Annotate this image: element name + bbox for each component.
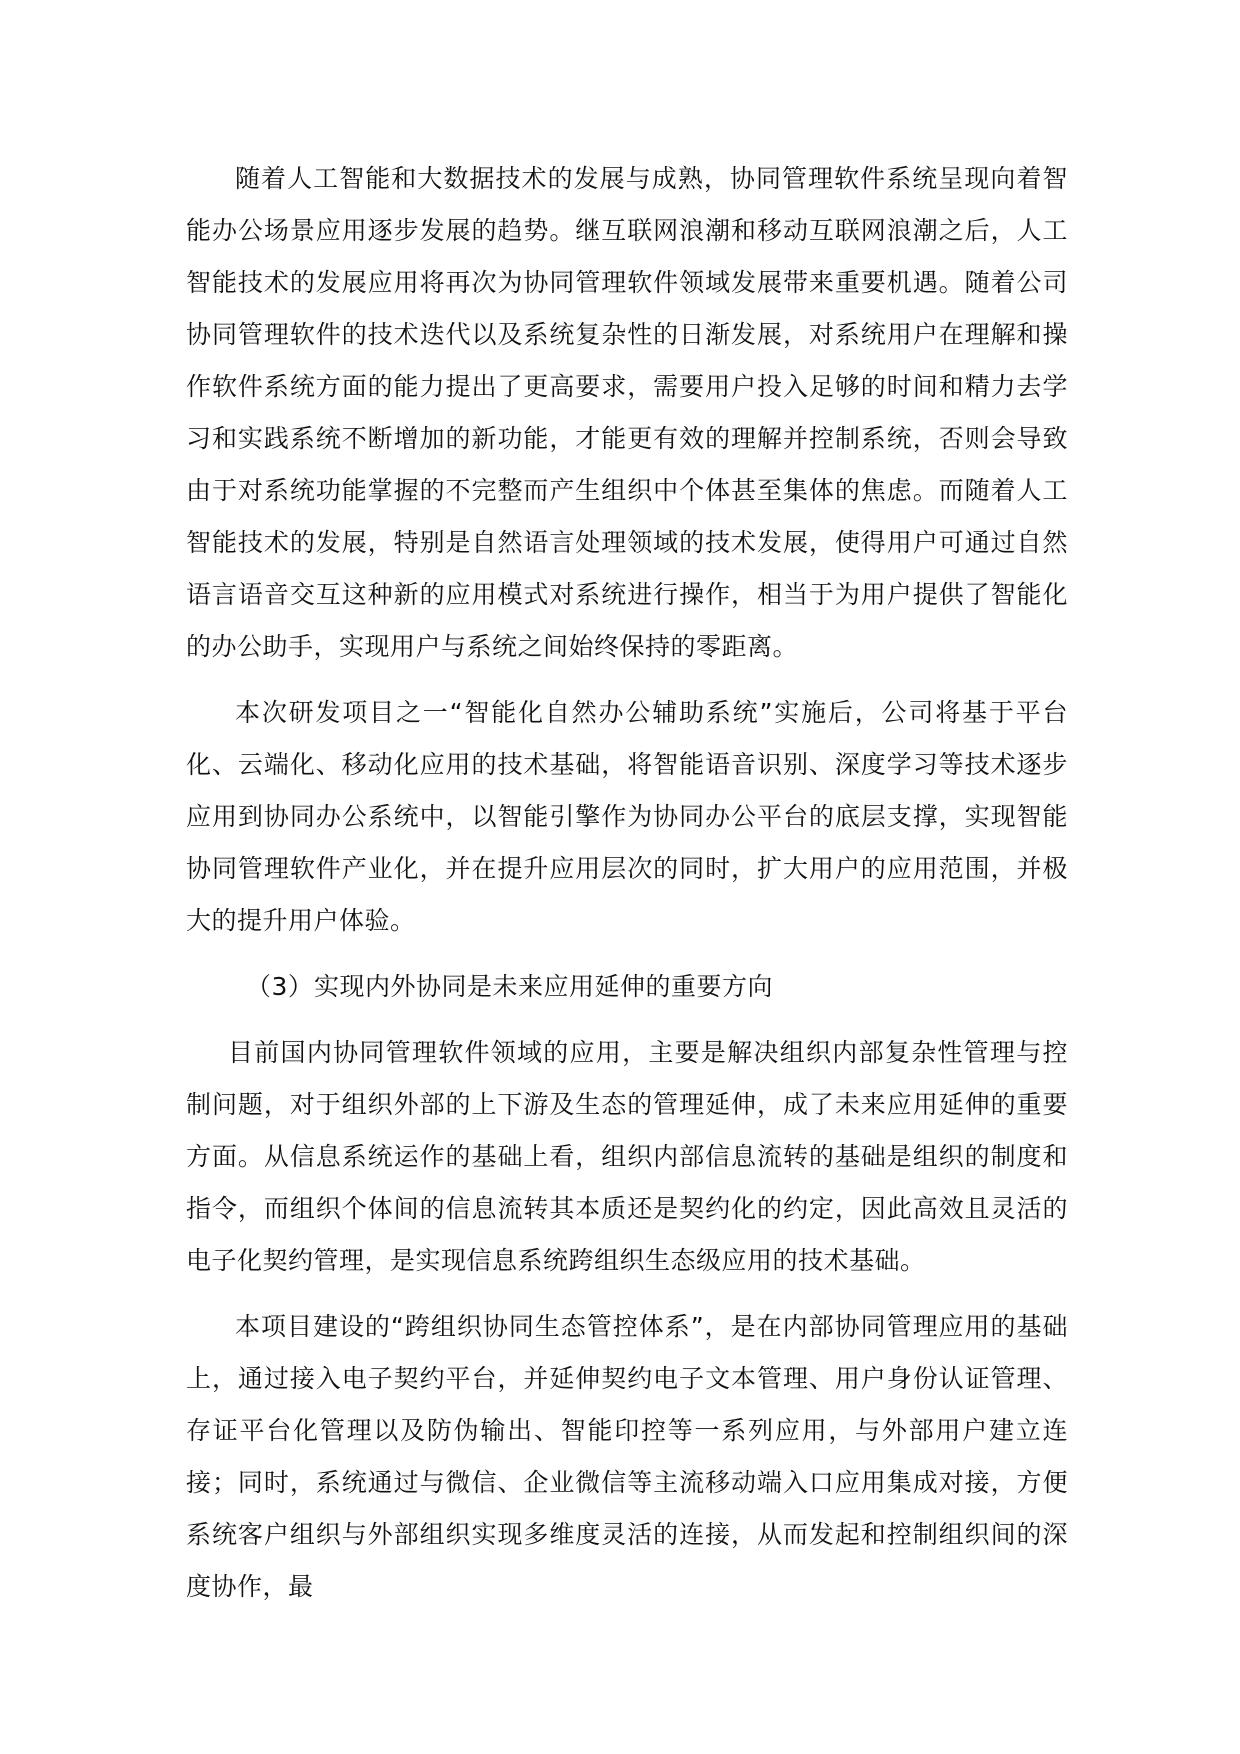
document-page	[186, 153, 1068, 1627]
paragraph-domestic-collaboration: 目前国内协同管理软件领域的应用，主要是解决组织内部复杂性管理与控制问题，对于组织外部的上下游及生态的管理延伸，成了未来应用延伸的重要方面。从信息系统运作的基础上看，组织内部信息流转的基础是组织的制度和指令，而组织个体间的信息流转其本质还是契约化的约定，因此高效且灵活的电子化契约管理，是实现信息系统跨组织生态级应用的技术基础。	[186, 1038, 1068, 1275]
heading-text: 实现内外协同是未来应用延伸的重要方向	[314, 972, 774, 1001]
paragraph-cross-org-ecosystem: 本项目建设的“跨组织协同生态管控体系”，是在内部协同管理应用的基础上，通过接入电子契约平台，并延伸契约电子文本管理、用户身份认证管理、存证平台化管理以及防伪输出、智能印控等一系列应用，与外部用户建立连接；同时，系统通过与微信、企业微信等主流移动端入口应用集成对接，方便系统客户组织与外部组织实现多维度灵活的连接，从而发起和控制组织间的深度协作，最	[186, 1312, 1068, 1601]
heading-number: （3）	[246, 972, 314, 1001]
paragraph-ai-trend: 随着人工智能和大数据技术的发展与成熟，协同管理软件系统呈现向着智能办公场景应用逐步发展的趋势。继互联网浪潮和移动互联网浪潮之后，人工智能技术的发展应用将再次为协同管理软件领域发展带来重要机遇。随着公司协同管理软件的技术迭代以及系统复杂性的日渐发展，对系统用户在理解和操作软件系统方面的能力提出了更高要求，需要用户投入足够的时间和精力去学习和实践系统不断增加的新功能，才能更有效的理解并控制系统，否则会导致由于对系统功能掌握的不完整而产生组织中个体甚至集体的焦虑。而随着人工智能技术的发展，特别是自然语言处理领域的技术发展，使得用户可通过自然语言语音交互这种新的应用模式对系统进行操作，相当于为用户提供了智能化的办公助手，实现用户与系统之间始终保持的零距离。	[186, 164, 1068, 661]
section-heading	[186, 961, 1068, 1013]
paragraph-smart-office-project: 本次研发项目之一“智能化自然办公辅助系统”实施后，公司将基于平台化、云端化、移动化应用的技术基础，将智能语音识别、深度学习等技术逐步应用到协同办公系统中，以智能引擎作为协同办公平台的底层支撑，实现智能协同管理软件产业化，并在提升应用层次的同时，扩大用户的应用范围，并极大的提升用户体验。	[186, 698, 1068, 935]
